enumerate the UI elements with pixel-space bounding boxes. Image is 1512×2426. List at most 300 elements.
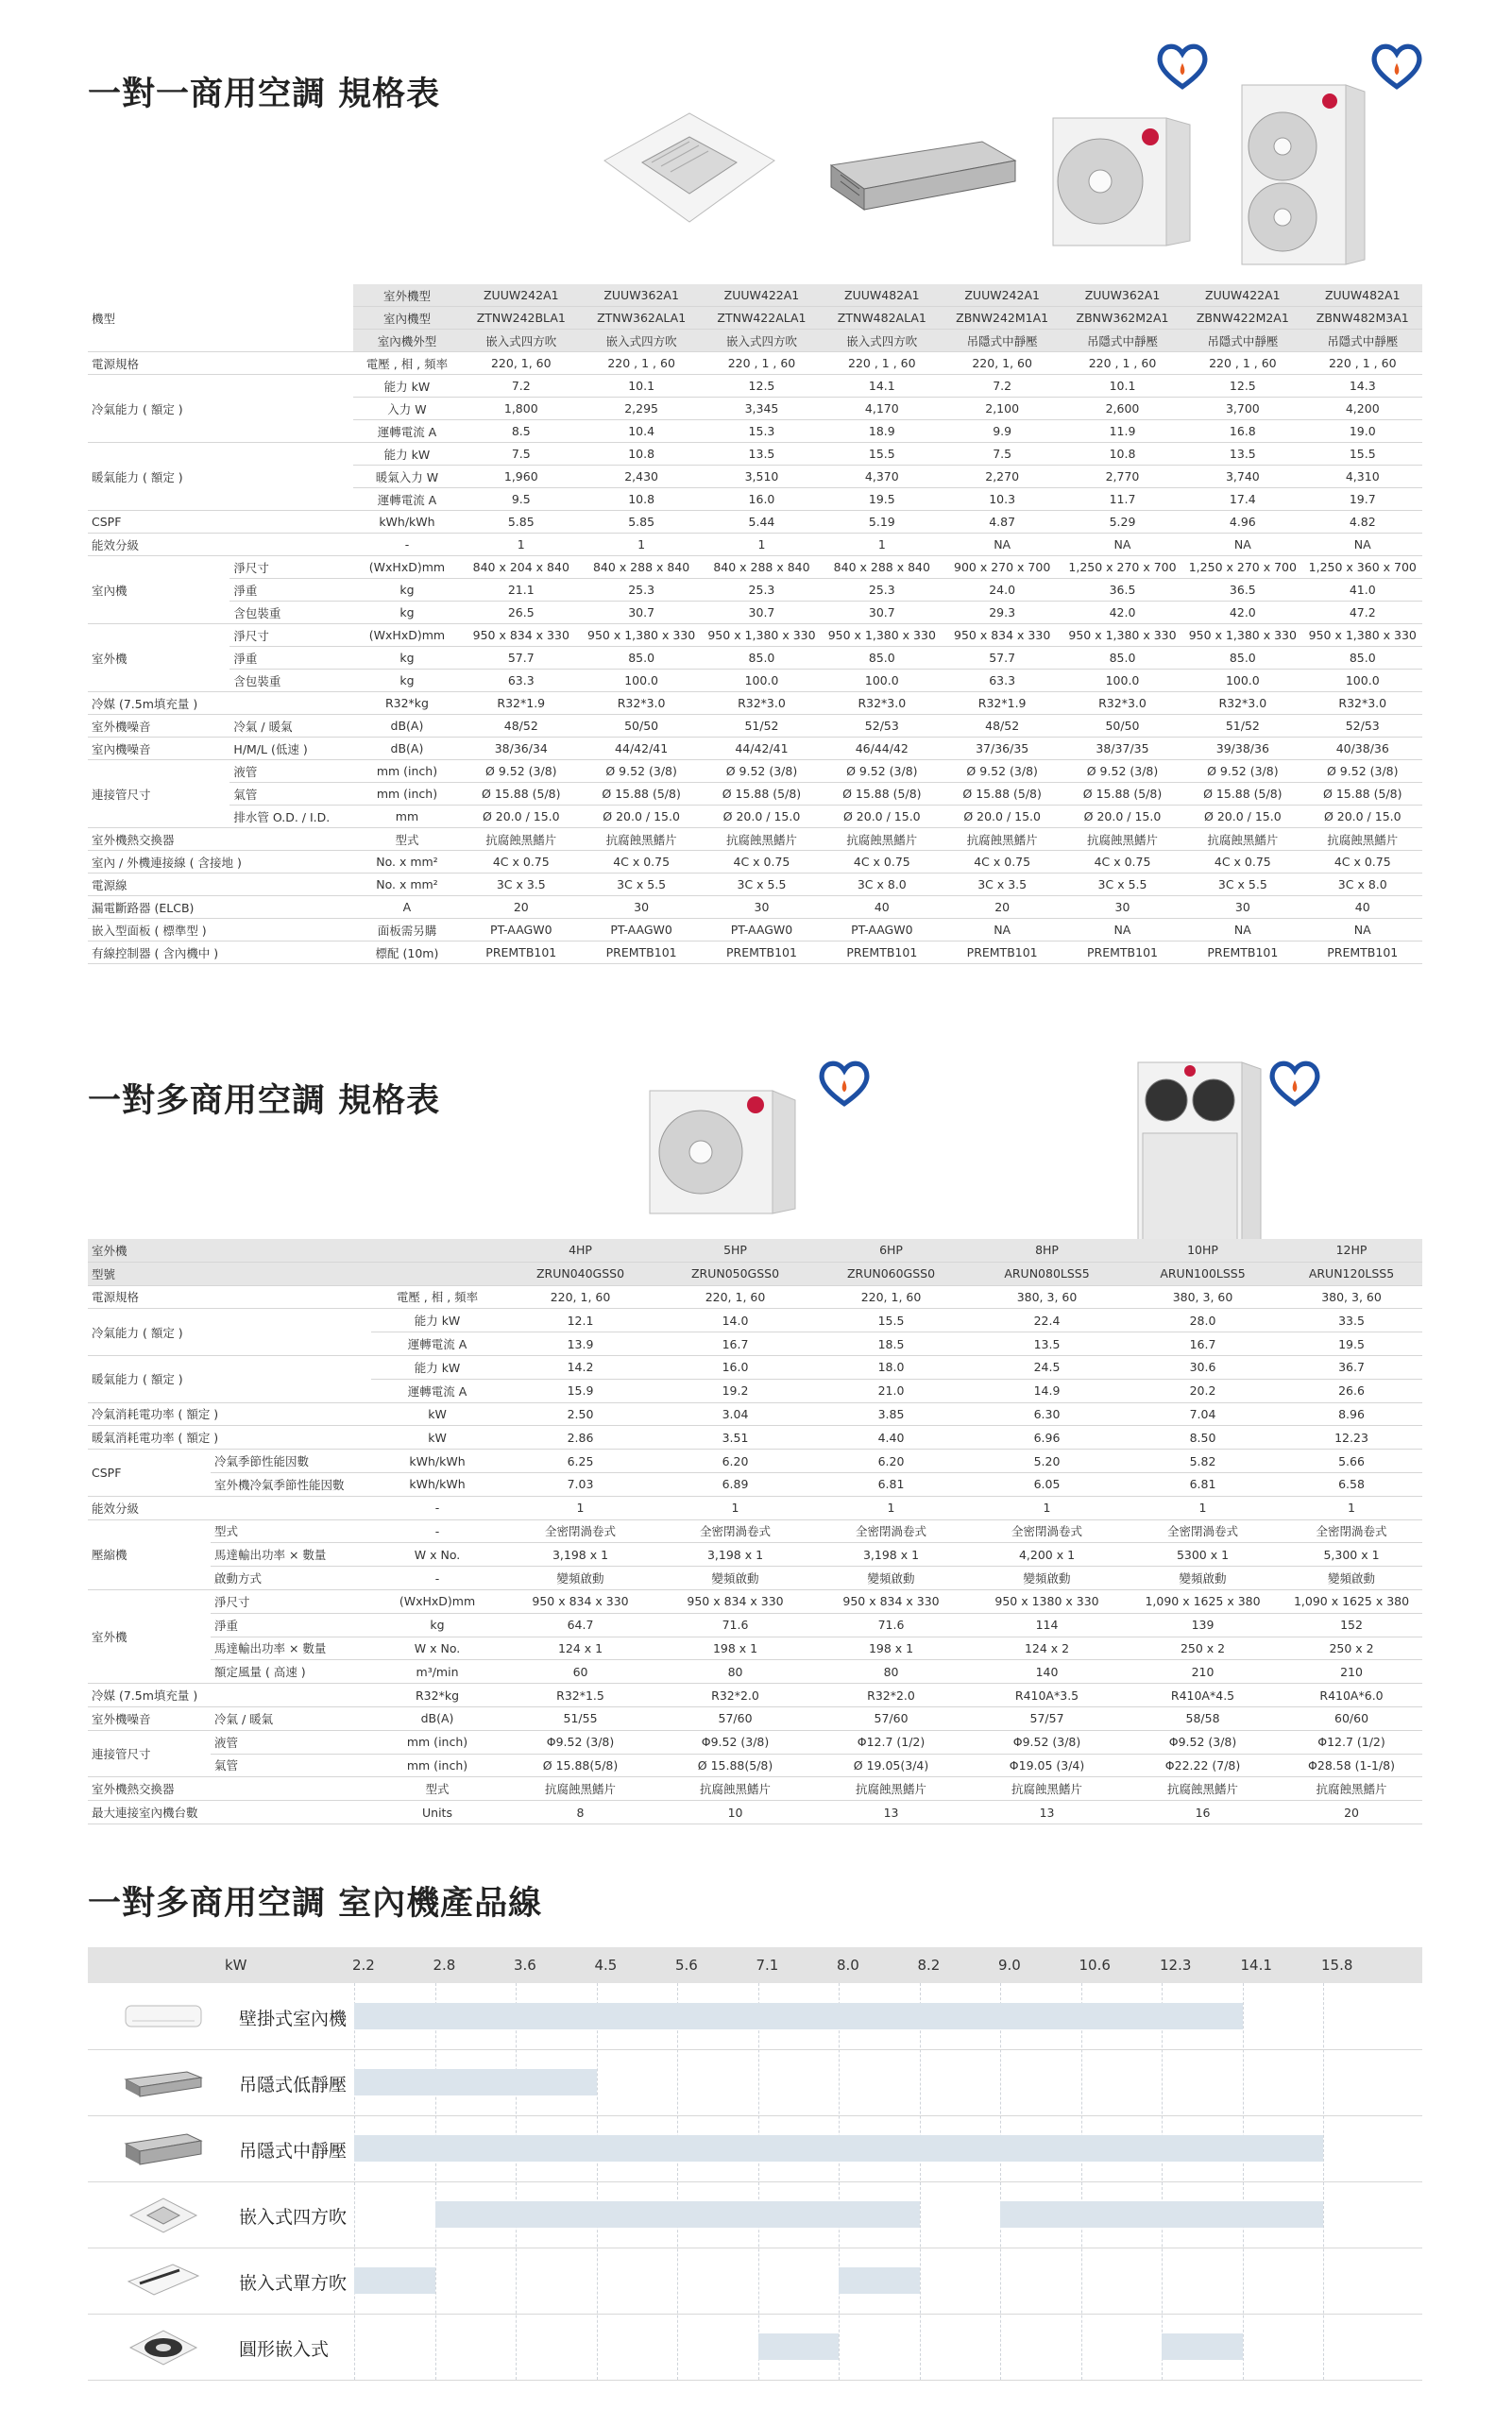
table-cell: Ø 20.0 / 15.0 bbox=[461, 806, 581, 828]
kw-header-row bbox=[88, 1947, 1422, 1983]
row-sub-label: 室外機冷氣季節性能因數 bbox=[211, 1472, 371, 1496]
product-name: 圓形嵌入式 bbox=[239, 2339, 330, 2360]
table-cell: 抗腐蝕黑鰭片 bbox=[657, 1777, 813, 1801]
table-cell: 10 bbox=[657, 1801, 813, 1824]
table-cell: 30.7 bbox=[822, 602, 942, 624]
row-unit-label: kg bbox=[353, 670, 461, 692]
table-cell: 抗腐蝕黑鰭片 bbox=[503, 1777, 657, 1801]
row-group-label: 嵌入型面板 ( 標準型 ) bbox=[88, 919, 353, 942]
table-cell: 19.5 bbox=[1281, 1332, 1422, 1356]
table-cell: 4,310 bbox=[1303, 466, 1422, 488]
table-cell: 28.0 bbox=[1125, 1309, 1281, 1332]
table-cell: PT-AAGW0 bbox=[702, 919, 822, 942]
kw-tick-label: 8.2 bbox=[917, 1957, 941, 1974]
table-cell: 4.96 bbox=[1182, 511, 1302, 534]
table-cell: 9.9 bbox=[942, 420, 1062, 443]
table-cell: 6.81 bbox=[1125, 1472, 1281, 1496]
row-group-label: 室外機熱交換器 bbox=[88, 1777, 371, 1801]
table-cell: 17.4 bbox=[1182, 488, 1302, 511]
table-cell: 抗腐蝕黑鰭片 bbox=[942, 828, 1062, 851]
table-cell: 15.5 bbox=[822, 443, 942, 466]
row-sub-label: 含包裝重 bbox=[229, 602, 352, 624]
table-cell: 85.0 bbox=[1303, 647, 1422, 670]
table-row bbox=[88, 919, 1422, 942]
kw-tick-label: 5.6 bbox=[675, 1957, 698, 1974]
cassette-indoor-unit-image bbox=[586, 104, 793, 236]
table-cell: 5.66 bbox=[1281, 1450, 1422, 1473]
table-cell: 抗腐蝕黑鰭片 bbox=[1281, 1777, 1422, 1801]
table-cell: 抗腐蝕黑鰭片 bbox=[1303, 828, 1422, 851]
table-cell: 36.5 bbox=[1062, 579, 1182, 602]
row-unit-label: No. x mm² bbox=[353, 874, 461, 896]
table-cell: 10.3 bbox=[942, 488, 1062, 511]
row-sub-label: 馬達輸出功率 × 數量 bbox=[211, 1543, 371, 1567]
table-cell: 10.4 bbox=[581, 420, 701, 443]
table-cell: 51/55 bbox=[503, 1706, 657, 1730]
table-cell: 1,090 x 1625 x 380 bbox=[1281, 1589, 1422, 1613]
row-unit-label: dB(A) bbox=[371, 1706, 503, 1730]
table-cell: PT-AAGW0 bbox=[461, 919, 581, 942]
kw-tick-label: 10.6 bbox=[1079, 1957, 1111, 1974]
table-cell: Ø 9.52 (3/8) bbox=[461, 760, 581, 783]
table-cell: 42.0 bbox=[1062, 602, 1182, 624]
table-cell: 4C x 0.75 bbox=[702, 851, 822, 874]
row-unit-label: 能力 kW bbox=[353, 375, 461, 398]
table-cell: ZUUW422A1 bbox=[702, 284, 822, 307]
table-cell: Ø 20.0 / 15.0 bbox=[702, 806, 822, 828]
kw-label: kW bbox=[225, 1957, 247, 1974]
table-cell: 950 x 834 x 330 bbox=[813, 1589, 969, 1613]
table-cell: Ø 20.0 / 15.0 bbox=[1062, 806, 1182, 828]
product-line-row bbox=[88, 2181, 1422, 2248]
table-cell: 380, 3, 60 bbox=[1125, 1285, 1281, 1309]
table-cell: PREMTB101 bbox=[822, 942, 942, 964]
table-cell: 840 x 288 x 840 bbox=[822, 556, 942, 579]
row-group-label: 冷氣能力 ( 額定 ) bbox=[88, 1309, 371, 1356]
table-cell: 全密閉渦卷式 bbox=[657, 1519, 813, 1543]
table-cell: 41.0 bbox=[1303, 579, 1422, 602]
table-cell: 4,200 bbox=[1303, 398, 1422, 420]
table-cell: 3.85 bbox=[813, 1402, 969, 1426]
table-cell: 9.5 bbox=[461, 488, 581, 511]
row-group-label: CSPF bbox=[88, 511, 353, 534]
table-row bbox=[88, 511, 1422, 534]
header-row bbox=[88, 1262, 1422, 1285]
table-cell: 6.89 bbox=[657, 1472, 813, 1496]
table-cell: Φ12.7 (1/2) bbox=[1281, 1730, 1422, 1754]
table-cell: 14.2 bbox=[503, 1355, 657, 1379]
table-cell: 全密閉渦卷式 bbox=[503, 1519, 657, 1543]
table-row bbox=[88, 806, 1422, 828]
row-sub-label: 冷氣季節性能因數 bbox=[211, 1450, 371, 1473]
table-cell: 6.25 bbox=[503, 1450, 657, 1473]
table-cell: 60 bbox=[503, 1660, 657, 1684]
table-cell: ZTNW482ALA1 bbox=[822, 307, 942, 330]
table-cell: 1 bbox=[813, 1496, 969, 1519]
table-cell: 8HP bbox=[969, 1239, 1125, 1262]
table-cell: Ø 19.05(3/4) bbox=[813, 1754, 969, 1777]
row-sub-label: 淨重 bbox=[229, 579, 352, 602]
kw-tick-label: 7.1 bbox=[756, 1957, 779, 1974]
table-cell: 840 x 204 x 840 bbox=[461, 556, 581, 579]
table-cell: 1 bbox=[1125, 1496, 1281, 1519]
table-cell: 3,740 bbox=[1182, 466, 1302, 488]
table-cell: PREMTB101 bbox=[1182, 942, 1302, 964]
table-cell: 8.50 bbox=[1125, 1426, 1281, 1450]
table-row bbox=[88, 1472, 1422, 1496]
table-cell: 1 bbox=[657, 1496, 813, 1519]
table-cell: 100.0 bbox=[1303, 670, 1422, 692]
table-cell: 抗腐蝕黑鰭片 bbox=[813, 1777, 969, 1801]
table-row bbox=[88, 1285, 1422, 1309]
energy-heart-icon bbox=[815, 1053, 874, 1111]
row-unit-label: A bbox=[353, 896, 461, 919]
table-cell: R410A*3.5 bbox=[969, 1684, 1125, 1707]
section1-title: 一對一商用空調 規格表 bbox=[88, 76, 441, 113]
row-unit-label: 電壓 , 相 , 頻率 bbox=[353, 352, 461, 375]
table-cell: 2,770 bbox=[1062, 466, 1182, 488]
row-unit-label: (WxHxD)mm bbox=[353, 556, 461, 579]
row-sub-label: 冷氣 / 暖氣 bbox=[211, 1706, 371, 1730]
outdoor-unit-large-image bbox=[1237, 80, 1369, 269]
table-cell: 840 x 288 x 840 bbox=[581, 556, 701, 579]
table-cell: 380, 3, 60 bbox=[1281, 1285, 1422, 1309]
table-cell: 21.1 bbox=[461, 579, 581, 602]
row-group-label: 連接管尺寸 bbox=[88, 1730, 211, 1777]
table-cell: Φ12.7 (1/2) bbox=[813, 1730, 969, 1754]
table-cell: 220 , 1 , 60 bbox=[1182, 352, 1302, 375]
table-cell: PREMTB101 bbox=[1062, 942, 1182, 964]
table-cell: 6.96 bbox=[969, 1426, 1125, 1450]
table-cell: Ø 20.0 / 15.0 bbox=[822, 806, 942, 828]
row-unit-label: 能力 kW bbox=[353, 443, 461, 466]
row-group-label: 冷氣能力 ( 額定 ) bbox=[88, 375, 353, 443]
table-row bbox=[88, 1402, 1422, 1426]
row-sub-label: 淨重 bbox=[211, 1613, 371, 1637]
row-unit-label: 電壓 , 相 , 頻率 bbox=[371, 1285, 503, 1309]
table-cell: 100.0 bbox=[702, 670, 822, 692]
table-cell: 4.87 bbox=[942, 511, 1062, 534]
table-cell: 20.2 bbox=[1125, 1379, 1281, 1402]
table-row bbox=[88, 1450, 1422, 1473]
row-group-label: 室外機噪音 bbox=[88, 715, 229, 738]
table-cell: 10.8 bbox=[581, 488, 701, 511]
kw-range-bar bbox=[1000, 2201, 1323, 2228]
section2-title: 一對多商用空調 規格表 bbox=[88, 1082, 441, 1120]
table-cell: 8.5 bbox=[461, 420, 581, 443]
duct-indoor-unit-image bbox=[822, 123, 1029, 217]
table-cell: 57.7 bbox=[461, 647, 581, 670]
table-row bbox=[88, 556, 1422, 579]
table-row bbox=[88, 579, 1422, 602]
table-cell: ARUN120LSS5 bbox=[1281, 1262, 1422, 1285]
table-cell: 2.50 bbox=[503, 1402, 657, 1426]
table-cell: 26.5 bbox=[461, 602, 581, 624]
table-cell: 變頻啟動 bbox=[657, 1567, 813, 1590]
table-cell: 85.0 bbox=[702, 647, 822, 670]
table-cell: 950 x 834 x 330 bbox=[657, 1589, 813, 1613]
table-row bbox=[88, 1426, 1422, 1450]
table-cell: ZBNW482M3A1 bbox=[1303, 307, 1422, 330]
outdoor-unit-small-image bbox=[1048, 113, 1195, 255]
table-cell: Ø 9.52 (3/8) bbox=[1182, 760, 1302, 783]
one-to-many-spec-table bbox=[88, 1239, 1422, 1824]
table-cell: 16.8 bbox=[1182, 420, 1302, 443]
table-cell: PT-AAGW0 bbox=[822, 919, 942, 942]
table-row bbox=[88, 1684, 1422, 1707]
table-cell: 57.7 bbox=[942, 647, 1062, 670]
table-cell: 1 bbox=[1281, 1496, 1422, 1519]
product-name: 壁掛式室內機 bbox=[239, 2009, 348, 2029]
table-cell: 3C x 8.0 bbox=[1303, 874, 1422, 896]
table-row bbox=[88, 1355, 1422, 1379]
table-cell: 8 bbox=[503, 1801, 657, 1824]
table-cell: R32*1.9 bbox=[461, 692, 581, 715]
table-cell: 1,250 x 270 x 700 bbox=[1062, 556, 1182, 579]
table-cell: R32*3.0 bbox=[1303, 692, 1422, 715]
table-cell: 16.0 bbox=[702, 488, 822, 511]
row-group-label: 電源規格 bbox=[88, 352, 353, 375]
row-group-label: 電源線 bbox=[88, 874, 353, 896]
table-row bbox=[88, 1660, 1422, 1684]
table-cell: ZUUW362A1 bbox=[581, 284, 701, 307]
row-group-label: 電源規格 bbox=[88, 1285, 371, 1309]
kw-tick-label: 3.6 bbox=[514, 1957, 536, 1974]
table-cell: 139 bbox=[1125, 1613, 1281, 1637]
table-cell: 19.2 bbox=[657, 1379, 813, 1402]
row-sub-label: 氣管 bbox=[229, 783, 352, 806]
table-cell: Φ9.52 (3/8) bbox=[1125, 1730, 1281, 1754]
mid-static-duct-icon bbox=[121, 2129, 206, 2168]
row-unit-label: (WxHxD)mm bbox=[371, 1589, 503, 1613]
table-row bbox=[88, 670, 1422, 692]
row-group-label: 室內 / 外機連接線 ( 含接地 ) bbox=[88, 851, 353, 874]
product-line-row bbox=[88, 2115, 1422, 2182]
table-cell: Φ9.52 (3/8) bbox=[503, 1730, 657, 1754]
table-row bbox=[88, 1801, 1422, 1824]
table-cell: 950 x 1,380 x 330 bbox=[1062, 624, 1182, 647]
table-cell: Ø 15.88 (5/8) bbox=[1062, 783, 1182, 806]
table-cell: 46/44/42 bbox=[822, 738, 942, 760]
table-cell: 13 bbox=[813, 1801, 969, 1824]
table-cell: 2,100 bbox=[942, 398, 1062, 420]
table-cell: 1,250 x 270 x 700 bbox=[1182, 556, 1302, 579]
table-row bbox=[88, 647, 1422, 670]
row-sub-label: 冷氣 / 暖氣 bbox=[229, 715, 352, 738]
row-group-label: 能效分級 bbox=[88, 1496, 371, 1519]
table-cell: 20 bbox=[1281, 1801, 1422, 1824]
table-cell: 950 x 834 x 330 bbox=[503, 1589, 657, 1613]
row-group-label: 最大連接室內機台數 bbox=[88, 1801, 371, 1824]
table-cell: 36.5 bbox=[1182, 579, 1302, 602]
table-cell: 7.5 bbox=[461, 443, 581, 466]
table-cell: ZBNW242M1A1 bbox=[942, 307, 1062, 330]
table-cell: 5.44 bbox=[702, 511, 822, 534]
table-cell: 25.3 bbox=[581, 579, 701, 602]
row-unit-label: 型式 bbox=[371, 1777, 503, 1801]
row-unit-label: - bbox=[371, 1496, 503, 1519]
table-cell: 42.0 bbox=[1182, 602, 1302, 624]
table-cell: 57/60 bbox=[657, 1706, 813, 1730]
table-cell: 全密閉渦卷式 bbox=[1281, 1519, 1422, 1543]
table-cell: 2.86 bbox=[503, 1426, 657, 1450]
row-unit-label: mm (inch) bbox=[371, 1730, 503, 1754]
table-cell: 5.20 bbox=[969, 1450, 1125, 1473]
table-row bbox=[88, 1777, 1422, 1801]
row-unit-label: 運轉電流 A bbox=[371, 1332, 503, 1356]
table-row bbox=[88, 828, 1422, 851]
row-sub-label: H/M/L (低速 ) bbox=[229, 738, 352, 760]
table-cell: NA bbox=[942, 534, 1062, 556]
table-cell: 1 bbox=[969, 1496, 1125, 1519]
row-group-label: 室外機 bbox=[88, 1589, 211, 1683]
table-cell: 198 x 1 bbox=[657, 1637, 813, 1660]
table-cell: 114 bbox=[969, 1613, 1125, 1637]
table-cell: 220, 1, 60 bbox=[461, 352, 581, 375]
row-sub-label: 淨重 bbox=[229, 647, 352, 670]
table-cell: ZUUW422A1 bbox=[1182, 284, 1302, 307]
table-cell: 14.1 bbox=[822, 375, 942, 398]
table-cell: 950 x 1,380 x 330 bbox=[822, 624, 942, 647]
table-cell: PREMTB101 bbox=[581, 942, 701, 964]
table-cell: 124 x 1 bbox=[503, 1637, 657, 1660]
table-cell: Ø 20.0 / 15.0 bbox=[942, 806, 1062, 828]
table-cell: NA bbox=[1062, 534, 1182, 556]
table-cell: 210 bbox=[1281, 1660, 1422, 1684]
table-cell: 19.5 bbox=[822, 488, 942, 511]
table-cell: 5.29 bbox=[1062, 511, 1182, 534]
table-cell: Φ9.52 (3/8) bbox=[657, 1730, 813, 1754]
table-cell: 950 x 834 x 330 bbox=[942, 624, 1062, 647]
table-cell: 2,270 bbox=[942, 466, 1062, 488]
table-cell: 47.2 bbox=[1303, 602, 1422, 624]
table-cell: 29.3 bbox=[942, 602, 1062, 624]
table-cell: 14.9 bbox=[969, 1379, 1125, 1402]
section3-title: 一對多商用空調 室內機產品線 bbox=[88, 1885, 543, 1923]
product-line-row bbox=[88, 2248, 1422, 2315]
table-cell: 抗腐蝕黑鰭片 bbox=[822, 828, 942, 851]
kw-tick-label: 4.5 bbox=[594, 1957, 618, 1974]
table-cell: 7.04 bbox=[1125, 1402, 1281, 1426]
table-cell: 12.1 bbox=[503, 1309, 657, 1332]
table-cell: 5HP bbox=[657, 1239, 813, 1262]
table-cell: 64.7 bbox=[503, 1613, 657, 1637]
table-cell: 60/60 bbox=[1281, 1706, 1422, 1730]
table-cell: 3,198 x 1 bbox=[813, 1543, 969, 1567]
table-cell: 1 bbox=[822, 534, 942, 556]
table-cell: 抗腐蝕黑鰭片 bbox=[1182, 828, 1302, 851]
table-cell: 44/42/41 bbox=[702, 738, 822, 760]
table-row bbox=[88, 783, 1422, 806]
table-cell: Ø 9.52 (3/8) bbox=[1303, 760, 1422, 783]
table-cell: 4,170 bbox=[822, 398, 942, 420]
table-cell: 4C x 0.75 bbox=[1182, 851, 1302, 874]
table-cell: 22.4 bbox=[969, 1309, 1125, 1332]
table-cell: 1 bbox=[581, 534, 701, 556]
row-unit-label: Units bbox=[371, 1801, 503, 1824]
table-cell: 14.0 bbox=[657, 1309, 813, 1332]
table-cell: 3,700 bbox=[1182, 398, 1302, 420]
table-cell: 嵌入式四方吹 bbox=[461, 330, 581, 352]
table-cell: 5.82 bbox=[1125, 1450, 1281, 1473]
table-cell: 30.6 bbox=[1125, 1355, 1281, 1379]
row-group-label: 機型 bbox=[88, 284, 353, 352]
table-cell: 4C x 0.75 bbox=[942, 851, 1062, 874]
table-cell: 220 , 1 , 60 bbox=[702, 352, 822, 375]
table-cell: 變頻啟動 bbox=[503, 1567, 657, 1590]
table-cell: 3,345 bbox=[702, 398, 822, 420]
row-unit-label: kg bbox=[353, 647, 461, 670]
table-cell: 38/37/35 bbox=[1062, 738, 1182, 760]
table-cell: 950 x 834 x 330 bbox=[461, 624, 581, 647]
row-group-label: 室內機 bbox=[88, 556, 229, 624]
table-cell: 38/36/34 bbox=[461, 738, 581, 760]
row-group-label: 能效分級 bbox=[88, 534, 353, 556]
table-row bbox=[88, 443, 1422, 466]
row-unit-label: 入力 W bbox=[353, 398, 461, 420]
multi-outdoor-unit-large-image bbox=[1133, 1058, 1266, 1265]
table-cell: 3C x 5.5 bbox=[702, 874, 822, 896]
four-way-cassette-icon bbox=[121, 2195, 206, 2234]
table-cell: 吊隱式中靜壓 bbox=[1062, 330, 1182, 352]
table-cell: 1,960 bbox=[461, 466, 581, 488]
row-group-label: 室外機 bbox=[88, 624, 229, 692]
table-cell: 51/52 bbox=[702, 715, 822, 738]
table-cell: 3,198 x 1 bbox=[503, 1543, 657, 1567]
table-cell: PREMTB101 bbox=[1303, 942, 1422, 964]
table-cell: 4C x 0.75 bbox=[1062, 851, 1182, 874]
table-cell: 100.0 bbox=[581, 670, 701, 692]
table-cell: R32*2.0 bbox=[813, 1684, 969, 1707]
table-cell: ZTNW242BLA1 bbox=[461, 307, 581, 330]
product-name: 吊隱式中靜壓 bbox=[239, 2141, 348, 2162]
kw-range-bar bbox=[354, 2267, 435, 2294]
table-cell: 1,090 x 1625 x 380 bbox=[1125, 1589, 1281, 1613]
table-cell: 220 , 1 , 60 bbox=[581, 352, 701, 375]
table-cell: 4.82 bbox=[1303, 511, 1422, 534]
table-cell: 16.7 bbox=[657, 1332, 813, 1356]
energy-heart-icon bbox=[1266, 1053, 1324, 1111]
row-unit-label: 能力 kW bbox=[371, 1355, 503, 1379]
row-unit-label: mm (inch) bbox=[353, 783, 461, 806]
table-cell: 30 bbox=[581, 896, 701, 919]
table-cell: 1 bbox=[461, 534, 581, 556]
table-cell: 25.3 bbox=[702, 579, 822, 602]
table-cell: ARUN080LSS5 bbox=[969, 1262, 1125, 1285]
table-cell: Ø 15.88(5/8) bbox=[503, 1754, 657, 1777]
table-cell: 37/36/35 bbox=[942, 738, 1062, 760]
table-cell: 13.5 bbox=[969, 1332, 1125, 1356]
row-group-label: 暖氣能力 ( 額定 ) bbox=[88, 443, 353, 511]
table-row bbox=[88, 1519, 1422, 1543]
energy-heart-icon bbox=[1368, 36, 1426, 94]
table-cell: 1,250 x 360 x 700 bbox=[1303, 556, 1422, 579]
row-group-label: 連接管尺寸 bbox=[88, 760, 229, 828]
table-cell: 50/50 bbox=[1062, 715, 1182, 738]
table-cell: 1 bbox=[702, 534, 822, 556]
table-cell: R410A*4.5 bbox=[1125, 1684, 1281, 1707]
table-cell: Φ9.52 (3/8) bbox=[969, 1730, 1125, 1754]
table-row bbox=[88, 874, 1422, 896]
table-row bbox=[88, 1730, 1422, 1754]
table-cell: PT-AAGW0 bbox=[581, 919, 701, 942]
table-cell: 40/38/36 bbox=[1303, 738, 1422, 760]
table-row bbox=[88, 352, 1422, 375]
row-unit-label: dB(A) bbox=[353, 738, 461, 760]
table-cell: 6.58 bbox=[1281, 1472, 1422, 1496]
row-sub-label: 氣管 bbox=[211, 1754, 371, 1777]
row-unit-label: mm (inch) bbox=[353, 760, 461, 783]
